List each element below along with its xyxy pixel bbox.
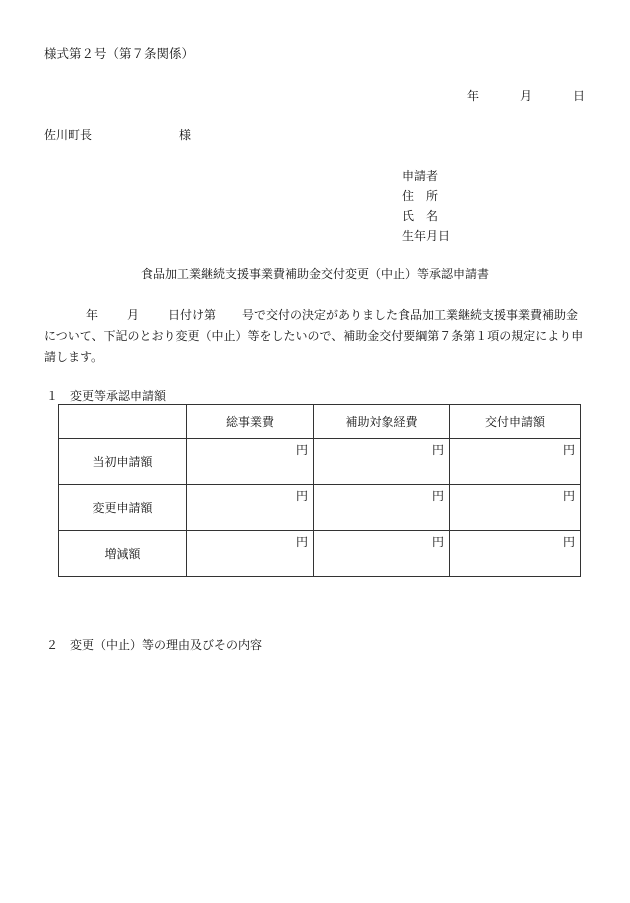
table-row bbox=[59, 439, 581, 485]
cell-changed-eligible[interactable]: 円 bbox=[314, 485, 450, 531]
cell-changed-total[interactable]: 円 bbox=[187, 485, 314, 531]
addressee-name: 佐川町長 bbox=[44, 128, 93, 142]
cell-changed-grant[interactable]: 円 bbox=[450, 485, 581, 531]
table-header-blank bbox=[59, 405, 187, 439]
table-header-row bbox=[59, 405, 581, 439]
date-year-label: 年 bbox=[467, 89, 480, 103]
cell-difference-grant[interactable]: 円 bbox=[450, 531, 581, 577]
cell-difference-total[interactable]: 円 bbox=[187, 531, 314, 577]
row-label-changed: 変更申請額 bbox=[59, 485, 187, 531]
cell-initial-grant[interactable]: 円 bbox=[450, 439, 581, 485]
table-row bbox=[59, 531, 581, 577]
document-title: 食品加工業継続支援事業費補助金交付変更（中止）等承認申請書 bbox=[140, 267, 489, 281]
row-label-difference: 増減額 bbox=[59, 531, 187, 577]
table-header-total-cost: 総事業費 bbox=[187, 405, 314, 439]
date-month-label: 月 bbox=[520, 89, 533, 103]
date-day-label: 日 bbox=[573, 89, 586, 103]
cell-difference-eligible[interactable]: 円 bbox=[314, 531, 450, 577]
applicant-address-label: 住 所 bbox=[402, 189, 439, 203]
table-header-eligible-cost: 補助対象経費 bbox=[314, 405, 450, 439]
row-label-initial: 当初申請額 bbox=[59, 439, 187, 485]
body-rest: 号で交付の決定がありました食品加工業継続支援事業費補助金について、下記のとおり変更（中止）等をしたいので、補助金交付要綱第７条第１項の規定により申請します。 bbox=[44, 308, 584, 364]
cell-initial-eligible[interactable]: 円 bbox=[314, 439, 450, 485]
cell-initial-total[interactable]: 円 bbox=[187, 439, 314, 485]
addressee bbox=[44, 126, 192, 143]
form-number: 様式第２号（第７条関係） bbox=[44, 46, 195, 61]
table-row bbox=[59, 485, 581, 531]
addressee-honorific: 様 bbox=[179, 128, 192, 142]
applicant-block bbox=[402, 166, 450, 246]
body-month: 月 bbox=[127, 308, 140, 322]
applicant-name-label: 氏 名 bbox=[402, 209, 439, 223]
section2-heading: ２ 変更（中止）等の理由及びその内容 bbox=[46, 638, 263, 652]
section1-heading: １ 変更等承認申請額 bbox=[46, 389, 167, 403]
body-day-ref: 日付け第 bbox=[168, 308, 217, 322]
amounts-table bbox=[58, 404, 581, 577]
table-header-grant-amount: 交付申請額 bbox=[450, 405, 581, 439]
body-year: 年 bbox=[86, 308, 99, 322]
body-paragraph bbox=[44, 305, 589, 368]
applicant-label: 申請者 bbox=[402, 169, 439, 183]
applicant-birthdate-label: 生年月日 bbox=[402, 229, 451, 243]
